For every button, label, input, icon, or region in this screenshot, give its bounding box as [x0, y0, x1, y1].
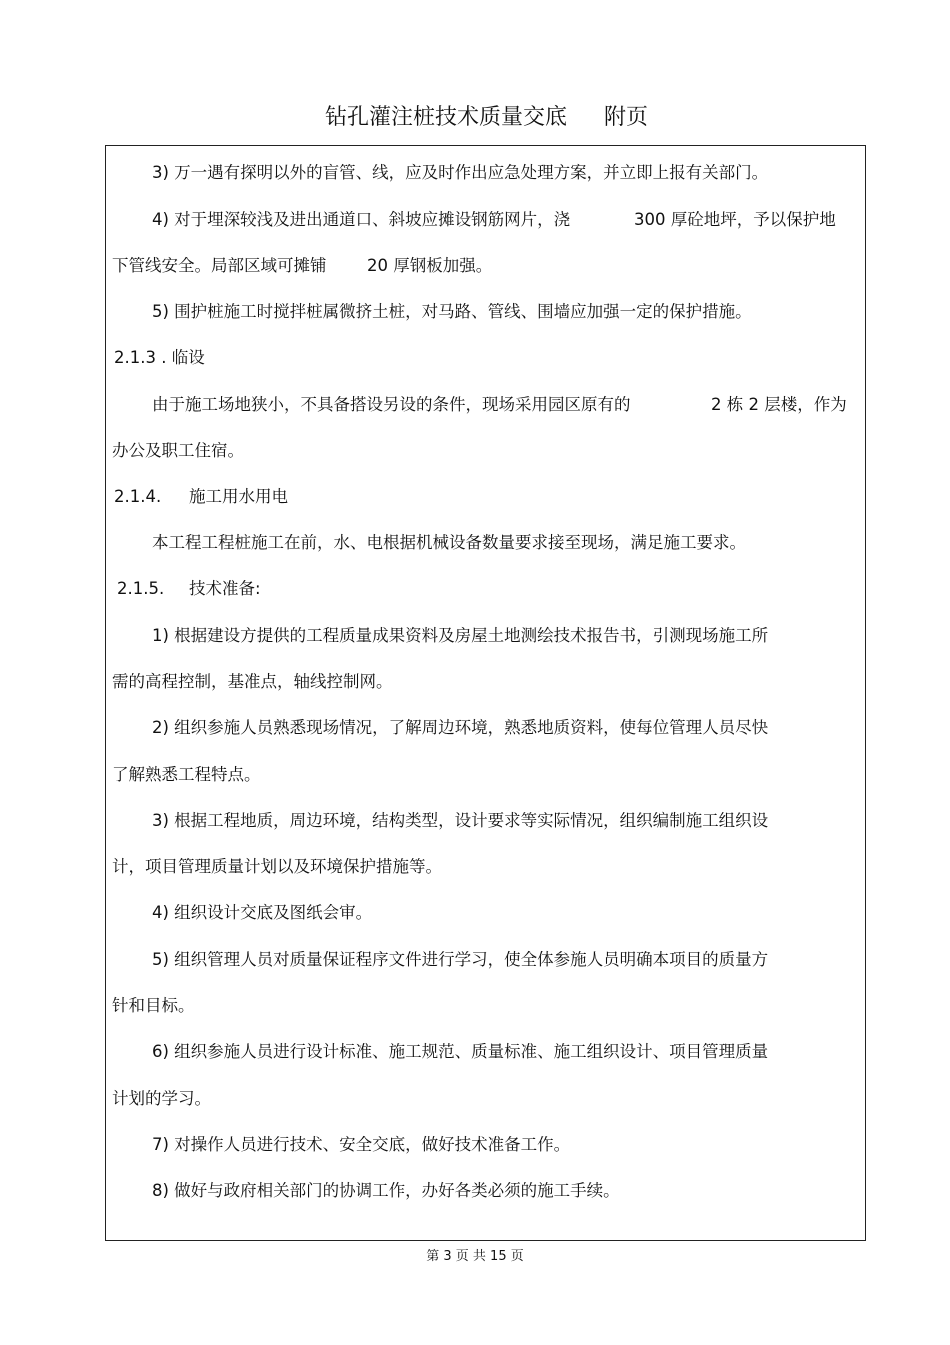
tech-item-2-line2: 了解熟悉工程特点。	[112, 765, 261, 784]
temp-facility-line2: 办公及职工住宿。	[112, 441, 244, 460]
temp-facility-line1b: 2 栋 2 层楼，作为	[711, 395, 847, 414]
tech-item-7: 7) 对操作人员进行技术、安全交底，做好技术准备工作。	[152, 1135, 571, 1154]
section-heading-2-1-4-number: 2.1.4.	[114, 487, 162, 506]
paragraph-item-3: 3) 万一遇有探明以外的盲管、线，应及时作出应急处理方案，并立即上报有关部门。	[152, 163, 769, 182]
document-title-bar	[0, 102, 950, 134]
paragraph-item-4-line1b: 300 厚砼地坪，予以保护地	[634, 210, 836, 229]
tech-item-1-line1: 1) 根据建设方提供的工程质量成果资料及房屋土地测绘技术报告书，引测现场施工所	[152, 626, 769, 645]
tech-item-4: 4) 组织设计交底及图纸会审。	[152, 903, 373, 922]
document-title: 钻孔灌注桩技术质量交底	[325, 105, 568, 130]
page-number: 第 3 页 共 15 页	[426, 1249, 524, 1264]
tech-item-6-line2: 计划的学习。	[112, 1089, 211, 1108]
temp-facility-line1a: 由于施工场地狭小，不具备搭设另设的条件，现场采用园区原有的	[152, 395, 631, 414]
tech-item-8: 8) 做好与政府相关部门的协调工作，办好各类必须的施工手续。	[152, 1181, 620, 1200]
section-heading-2-1-5-number: 2.1.5.	[117, 579, 165, 598]
tech-item-6-line1: 6) 组织参施人员进行设计标准、施工规范、质量标准、施工组织设计、项目管理质量	[152, 1042, 769, 1061]
section-heading-2-1-5-text: 技术准备:	[189, 579, 261, 598]
water-power-paragraph: 本工程工程桩施工在前，水、电根据机械设备数量要求接至现场，满足施工要求。	[152, 533, 746, 552]
paragraph-item-4-line2a: 下管线安全。局部区域可摊铺	[112, 256, 327, 275]
paragraph-item-5: 5) 围护桩施工时搅拌桩属微挤土桩，对马路、管线、围墙应加强一定的保护措施。	[152, 302, 752, 321]
tech-item-3-line2: 计，项目管理质量计划以及环境保护措施等。	[112, 857, 442, 876]
tech-item-1-line2: 需的高程控制，基准点，轴线控制网。	[112, 672, 393, 691]
section-heading-2-1-3: 2.1.3 . 临设	[114, 348, 205, 367]
tech-item-2-line1: 2) 组织参施人员熟悉现场情况，了解周边环境，熟悉地质资料，使每位管理人员尽快	[152, 718, 769, 737]
tech-item-5-line2: 针和目标。	[112, 996, 195, 1015]
paragraph-item-4-line2b: 20 厚钢板加强。	[367, 256, 493, 275]
section-heading-2-1-4-text: 施工用水用电	[189, 487, 288, 506]
paragraph-item-4-line1a: 4) 对于埋深较浅及进出通道口、斜坡应摊设钢筋网片，浇	[152, 210, 571, 229]
tech-item-3-line1: 3) 根据工程地质，周边环境，结构类型，设计要求等实际情况，组织编制施工组织设	[152, 811, 769, 830]
tech-item-5-line1: 5) 组织管理人员对质量保证程序文件进行学习，使全体参施人员明确本项目的质量方	[152, 950, 769, 969]
document-subtitle: 附页	[604, 105, 649, 130]
